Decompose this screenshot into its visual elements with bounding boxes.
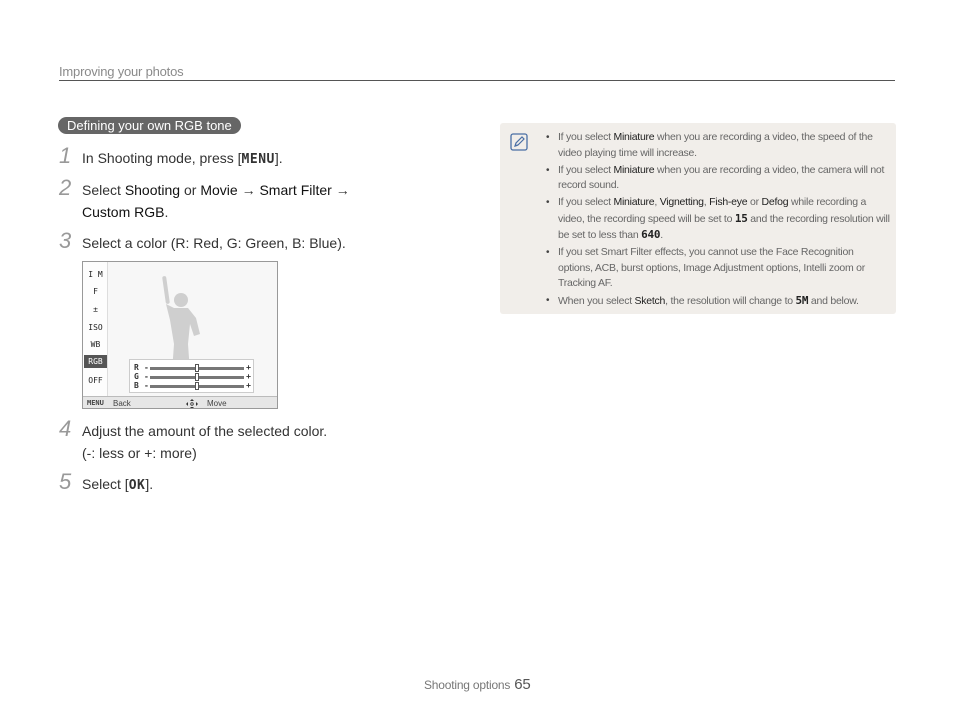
plus-sign: +: [246, 372, 251, 381]
note-item: • If you select Miniature when you are recording a video, the camera will not record sound.: [546, 163, 890, 194]
step-text: Select a color (R: Red, G: Green, B: Blue).: [82, 235, 346, 251]
rgb-tone-icon: RGB: [84, 355, 107, 368]
iso-icon: ISO: [88, 323, 103, 332]
page-header: [59, 63, 895, 81]
step-number: 1: [59, 143, 72, 168]
note-item: • If you select Miniature, Vignetting, Fish-eye or Defog while recording a video, the recording speed will be set to 15 and the recording resolution will be set to less than 640.: [546, 195, 890, 244]
plus-sign: +: [246, 381, 251, 390]
face-detect-off-icon: OFF: [88, 376, 103, 385]
channel-label: G: [134, 372, 139, 381]
camera-screen-illustration: [82, 261, 278, 409]
footer-label: Shooting options: [424, 678, 511, 692]
step-text-line2: (-: less or +: more): [82, 445, 197, 461]
step-number: 3: [59, 228, 72, 253]
resolution-5m-icon: 5M: [795, 294, 809, 307]
slider-knob[interactable]: [195, 364, 199, 372]
step-number: 5: [59, 469, 72, 494]
page-number: 65: [514, 676, 531, 693]
menu-key-icon: MENU: [87, 399, 104, 407]
exposure-icon: ±: [93, 305, 98, 314]
channel-label: R: [134, 363, 139, 372]
slider-knob[interactable]: [195, 373, 199, 381]
menu-button-symbol: MENU: [241, 152, 275, 167]
quality-icon: F: [93, 287, 98, 296]
minus-sign: -: [144, 372, 149, 381]
note-list: [546, 130, 890, 311]
step-text: Select Shooting or Movie → Smart Filter →: [82, 182, 350, 198]
fps-15-icon: 15: [734, 211, 748, 225]
minus-sign: -: [144, 381, 149, 390]
note-item: • When you select Sketch, the resolution will change to 5M and below.: [546, 293, 890, 310]
step-number: 2: [59, 175, 72, 200]
resolution-640-icon: 640: [641, 228, 661, 241]
camera-side-menu: [83, 262, 108, 397]
ok-button-symbol: OK: [128, 478, 146, 493]
minus-sign: -: [144, 363, 149, 372]
move-arrows-icon: [186, 399, 198, 409]
move-label: Move: [207, 399, 227, 408]
back-label: Back: [113, 399, 131, 408]
white-balance-icon: WB: [90, 340, 101, 349]
step-text: In Shooting mode, press [MENU].: [82, 150, 283, 167]
slider-blue[interactable]: [134, 381, 251, 391]
page-footer: [424, 676, 531, 693]
step-text-line2: Custom RGB.: [82, 204, 169, 220]
camera-bottom-bar: [83, 396, 278, 409]
step-text: Adjust the amount of the selected color.: [82, 423, 328, 439]
step-text: Select [OK].: [82, 476, 154, 493]
resolution-icon: I M: [88, 270, 103, 279]
note-box: [500, 123, 896, 314]
section-title: Defining your own RGB tone: [58, 117, 241, 134]
channel-label: B: [134, 381, 139, 390]
rgb-slider-panel: [129, 359, 254, 393]
slider-knob[interactable]: [195, 382, 199, 390]
note-item: • If you select Miniature when you are recording a video, the speed of the video playing time will increase.: [546, 130, 890, 161]
section-name: Improving your photos: [59, 64, 184, 79]
plus-sign: +: [246, 363, 251, 372]
note-item: • If you set Smart Filter effects, you cannot use the Face Recognition options, ACB, burst options, Image Adjustment options, Intelli zoom or Tracking AF.: [546, 245, 890, 292]
step-number: 4: [59, 416, 72, 441]
note-pencil-icon: [510, 133, 528, 151]
